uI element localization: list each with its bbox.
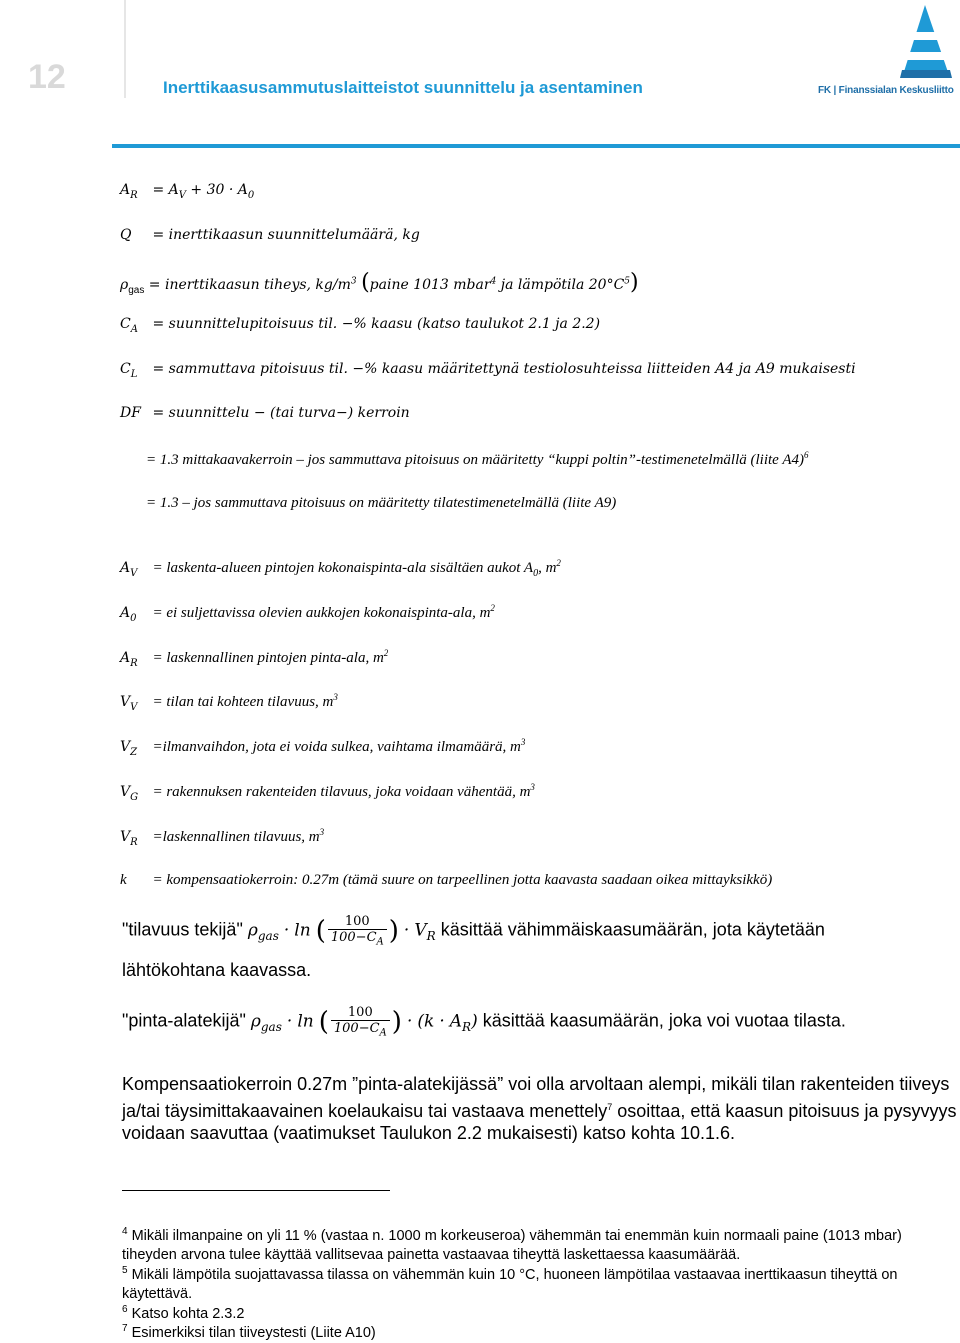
- definition-df-room-test: = 1.3 – jos sammuttava pitoisuus on määritetty tilatestimenetelmällä (liite A9): [146, 495, 617, 511]
- volume-factor-formula: "tilavuus tekijä" $\rho_{gas} \cdot \ln$ ( $\frac{100}{100-C_A}$ ) · $V_R$ käsittää vähimmäiskaasumäärän, jota käytetään: [122, 914, 825, 948]
- footnote-7: $^7$ Esimerkiksi tilan tiiveystesti (Liite A10): [122, 1323, 376, 1341]
- definition-vr: $V_R$ =laskennallinen tilavuus, $m^3$: [120, 827, 325, 848]
- definition-vz: $V_Z$ =ilmanvaihdon, jota ei voida sulkea, vaihtama ilmamäärä, $m^3$: [120, 737, 526, 758]
- area-factor-formula: "pinta-alatekijä" $\rho_{gas} \cdot \ln$ ( $\frac{100}{100-C_A}$ ) · $(k \cdot A_R)$ käsittää kaasumäärän, joka voi vuotaa tilasta.: [122, 1005, 846, 1039]
- definition-rho: $\rho_{gas}$ = inerttikaasun tiheys, $kg/m^3$ (paine 1013 mbar$^4$ ja lämpötila $20^\circ C^5$): [120, 270, 639, 296]
- definition-vg: $V_G$ = rakennuksen rakenteiden tilavuus, joka voidaan vähentää, $m^3$: [120, 782, 535, 803]
- logo-text: FK | Finanssialan Keskusliitto: [818, 85, 954, 96]
- definition-av: $A_V$ = laskenta-alueen pintojen kokonaispinta-ala sisältäen aukot $A_0$, $m^2$: [120, 558, 561, 579]
- header-rule: [112, 144, 960, 148]
- definition-a0: $A_0$ = ei suljettavissa olevien aukkojen kokonaispinta-ala, $m^2$: [120, 603, 495, 624]
- compensation-paragraph: Kompensaatiokerroin 0.27m ”pinta-alatekijässä” voi olla arvoltaan alempi, mikäli tilan rakenteiden tiiveys ja/tai täysimittakaavainen koelaukaisu tai vastaava menettely$^7$ osoittaa, että kaasun pitoisuus ja pysyvyys voidaan saavuttaa (vaatimukset Taulukon 2.2 mukaisesti) katso kohta 10.1.6.: [122, 1074, 957, 1143]
- page-number: 12: [28, 58, 66, 96]
- definition-cl: $C_L$ = sammuttava pitoisuus til. −% kaasu määritettynä testiolosuhteissa liitteiden A4 ja A9 mukaisesti: [120, 361, 856, 380]
- definition-ar-formula: $A_R = A_V + 30 \cdot A_0$: [120, 182, 255, 201]
- document-title: Inerttikaasusammutuslaitteistot suunnittelu ja asentaminen: [163, 78, 643, 97]
- definition-df: DF = suunnittelu − (tai turva−) kerroin: [120, 405, 410, 421]
- volume-factor-continuation: lähtökohtana kaavassa.: [122, 960, 312, 980]
- definition-q: Q = inerttikaasun suunnittelumäärä, kg: [120, 227, 420, 243]
- definition-k: k = kompensaatiokerroin: 0.27m (tämä suure on tarpeellinen jotta kaavasta saadaan oikea mittayksikkö): [120, 872, 773, 888]
- header-divider: [124, 0, 126, 98]
- definition-df-cup-burner: = 1.3 mittakaavakerroin – jos sammuttava pitoisuus on määritetty “kuppi poltin”-testimenetelmällä (liite A4)$^6$: [146, 450, 809, 468]
- definition-ca: $C_A$ = suunnittelupitoisuus til. −% kaasu (katso taulukot 2.1 ja 2.2): [120, 316, 601, 335]
- definition-ar: $A_R$ = laskennallinen pintojen pinta-ala, $m^2$: [120, 648, 389, 669]
- definition-vv: $V_V$ = tilan tai kohteen tilavuus, $m^3$: [120, 692, 338, 713]
- footnote-5: $^5$ Mikäli lämpötila suojattavassa tilassa on vähemmän kuin 10 °C, huoneen lämpötilaa vastaavaa inerttikaasun tiheyttä on käytettävä.: [122, 1265, 898, 1302]
- footnote-4: $^4$ Mikäli ilmanpaine on yli 11 % (vastaa n. 1000 m korkeuseroa) vähemmän tai enemmän kuin normaali paine (1013 mbar) tiheyden arvona tulee käyttää vallitsevaa painetta vastaavaa tiheyttä laskettaessa kaasumäärää.: [122, 1226, 902, 1263]
- footnote-separator: [122, 1190, 390, 1191]
- footnote-6: $^6$ Katso kohta 2.3.2: [122, 1304, 245, 1322]
